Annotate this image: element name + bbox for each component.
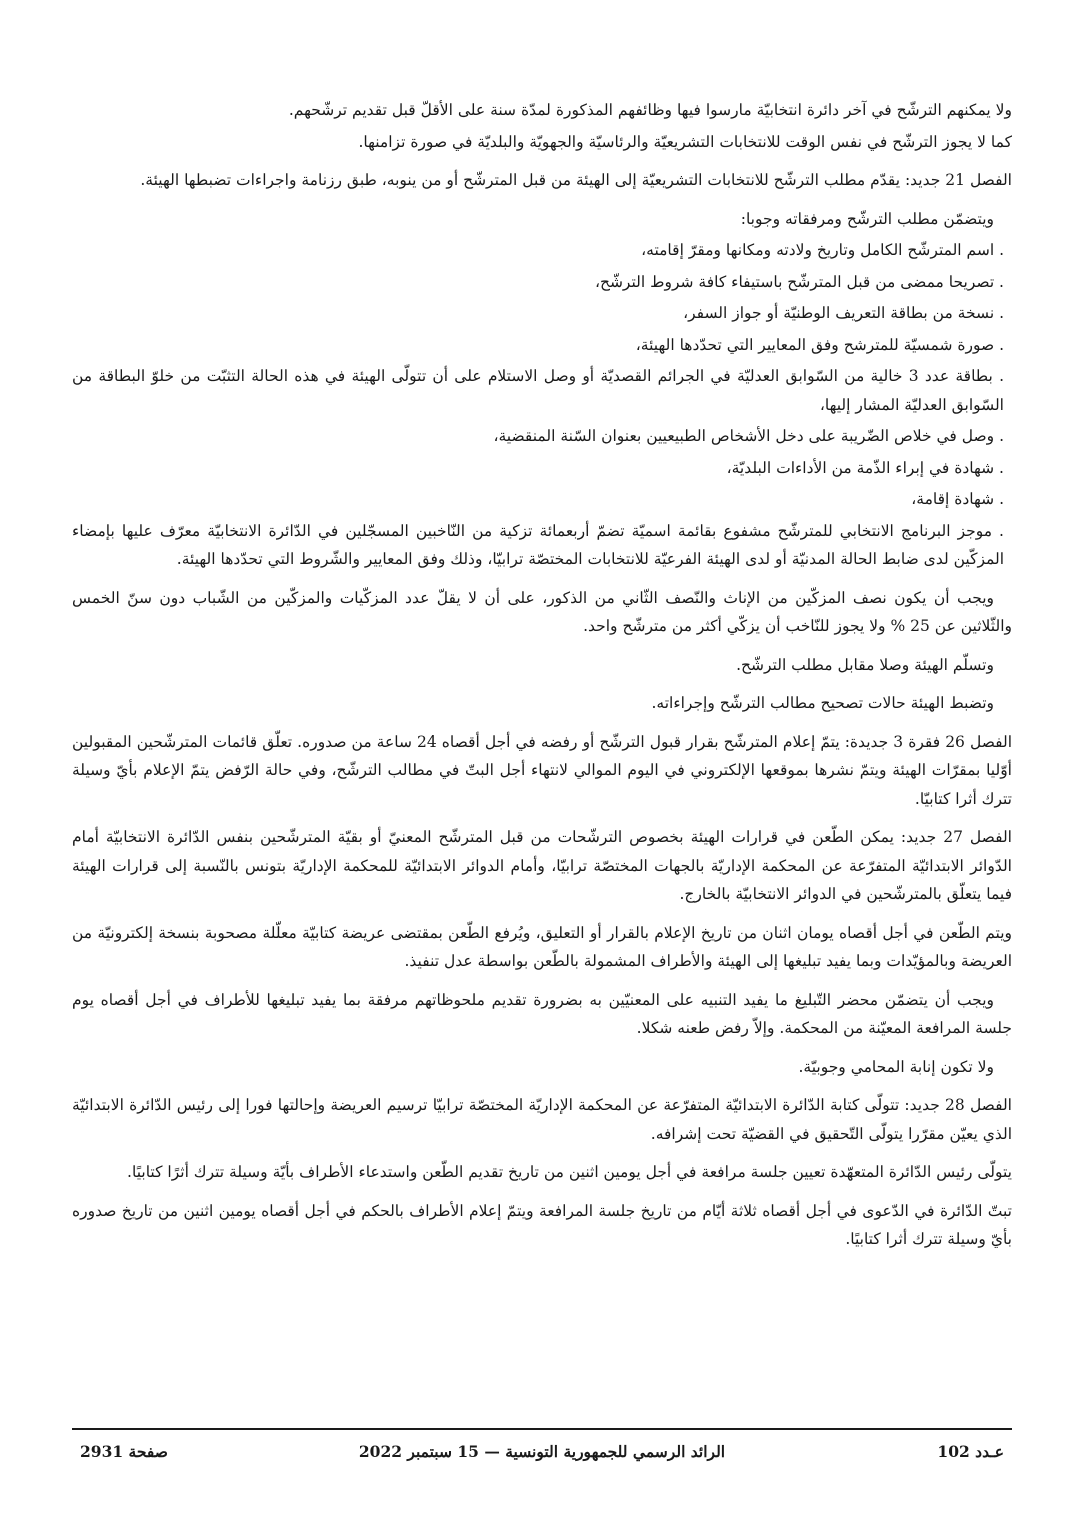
list-item: . نسخة من بطاقة التعريف الوطنيّة أو جواز السفر، — [683, 304, 1004, 322]
list-item: . بطاقة عدد 3 خالية من السّوابق العدليّة في الجرائم القصديّة أو وصل الاستلام على أن تتولّى الهيئة في هذه الحالة التثبّت من خلوّ البطاقة من السّوابق العدليّة المشار إليها، — [72, 367, 1004, 414]
paragraph: تبتّ الدّائرة في الدّعوى في أجل أقصاه ثلاثة أيّام من تاريخ جلسة المرافعة ويتمّ إعلام الأطراف بالحكم في أجل أقصاه يومين اثنين من تاريخ صدوره بأيّ وسيلة تترك أثرا كتابيًا. — [72, 1201, 1012, 1248]
list-item: . موجز البرنامج الانتخابي للمترشّح مشفوع بقائمة اسميّة تضمّ أربعمائة تزكية من النّاخبين المسجّلين في الدّائرة الانتخابيّة معرّف عليها بإمضاء المزكّين لدى ضابط الحالة المدنيّة أو لدى الهيئة الفرعيّة للانتخابات المختصّة ترابيّا، وذلك وفق المعايير والشّروط التي تحدّدها الهيئة. — [72, 521, 1004, 568]
paragraph: ولا يمكنهم الترشّح في آخر دائرة انتخابيّة مارسوا فيها وظائفهم المذكورة لمدّة سنة على الأقلّ قبل تقديم ترشّحهم. — [288, 101, 1012, 119]
page-number: صفحة 2931 — [80, 1442, 168, 1461]
paragraph: ويتضمّن مطلب الترشّح ومرفقاته وجوبا: — [740, 209, 994, 228]
list-item: . تصريحا ممضى من قبل المترشّح باستيفاء كافة شروط الترشّح، — [594, 272, 1004, 291]
list-item: . اسم المترشّح الكامل وتاريخ ولادته ومكانها ومقرّ إقامته، — [641, 241, 1004, 259]
paragraph: ويجب أن يكون نصف المزكّين من الإناث والنّصف الثّاني من الذكور، على أن لا يقلّ عدد المزكّيات والمزكّين من الشّباب دون سنّ الخمس والثّلاثين عن 25 % ولا يجوز للنّاخب أن يزكّي أكثر من مترشّح واحد. — [72, 588, 1012, 635]
document-body — [72, 96, 1012, 1264]
paragraph: ويجب أن يتضمّن محضر التّبليغ ما يفيد التنبيه على المعنيّين به بضرورة تقديم ملحوظاتهم مرفقة بما يفيد تبليغها للأطراف في أجل أقصاه يوم جلسة المرافعة المعيّنة من المحكمة. وإلاّ رفض طعنه شكلا. — [72, 990, 1012, 1037]
article-21-paragraph: الفصل 21 جديد: يقدّم مطلب الترشّح للانتخابات التشريعيّة إلى الهيئة من قبل المترشّح أو من ينوبه، طبق رزنامة واجراءات تضبطها الهيئة. — [140, 171, 1012, 189]
article-26-paragraph: الفصل 26 فقرة 3 جديدة: يتمّ إعلام المترشّح بقرار قبول الترشّح أو رفضه في أجل أقصاه 24 ساعة من صدوره. تعلّق قائمات المترشّحين المقبولين أوّليا بمقرّات الهيئة ويتمّ نشرها بموقعها الإلكتروني في اليوم الموالي لانتهاء أجل البتّ في مطالب الترشّح، وفي حالة الرّفض يتمّ الإعلام بأيّ وسيلة تترك أثرا كتابيّا. — [72, 732, 1013, 808]
paragraph: يتولّى رئيس الدّائرة المتعهّدة تعيين جلسة مرافعة في أجل يومين اثنين من تاريخ تقديم الطّعن واستدعاء الأطراف بأيّة وسيلة تترك أثرًا كتابيًا. — [127, 1163, 1012, 1181]
paragraph: كما لا يجوز الترشّح في نفس الوقت للانتخابات التشريعيّة والرئاسيّة والجهويّة والبلديّة في صورة تزامنها. — [358, 132, 1012, 151]
journal-title: الرائد الرسمي للجمهورية التونسية — 15 سبتمبر 2022 — [358, 1442, 726, 1461]
paragraph: وتضبط الهيئة حالات تصحيح مطالب الترشّح وإجراءاته. — [651, 694, 994, 712]
article-28-paragraph: الفصل 28 جديد: تتولّى كتابة الدّائرة الابتدائيّة المتفرّعة عن المحكمة الإداريّة المختصّة ترابيّا ترسيم العريضة وإحالتها فورا إلى رئيس الدّائرة الابتدائيّة الذي يعيّن مقرّرا يتولّى التّحقيق في القضيّة تحت إشرافه. — [72, 1096, 1012, 1143]
page-footer — [72, 1428, 1012, 1470]
requirements-list — [72, 236, 1012, 574]
paragraph: ولا تكون إنابة المحامي وجوبيّة. — [798, 1057, 994, 1076]
article-27-paragraph: الفصل 27 جديد: يمكن الطّعن في قرارات الهيئة بخصوص الترشّحات من قبل المترشّح المعنيّ أو بقيّة المترشّحين بنفس الدّائرة الانتخابيّة أمام الدّوائر الابتدائيّة المتفرّعة عن المحكمة الإداريّة بالجهات المختصّة ترابيّا، وأمام الدوائر الابتدائيّة للمحكمة الإداريّة بتونس بالنّسبة إلى قرارات الهيئة فيما يتعلّق بالمترشّحين في الدوائر الانتخابيّة بالخارج. — [72, 828, 1012, 903]
list-item: . وصل في خلاص الضّريبة على دخل الأشخاص الطبيعيين بعنوان السّنة المنقضية، — [493, 427, 1004, 445]
issue-number: عـدد 102 — [937, 1442, 1004, 1461]
paragraph: وتسلّم الهيئة وصلا مقابل مطلب الترشّح. — [736, 655, 994, 674]
paragraph: ويتم الطّعن في أجل أقصاه يومان اثنان من تاريخ الإعلام بالقرار أو التعليق، ويُرفع الطّعن بمقتضى عريضة كتابيّة معلّلة مصحوبة بنسخة إلكترونيّة من العريضة وبالمؤيّدات وبما يفيد تبليغها إلى الهيئة والأطراف المشمولة بالطّعن بواسطة عدل تنفيذ. — [72, 923, 1012, 970]
list-item: . صورة شمسيّة للمترشح وفق المعايير التي تحدّدها الهيئة، — [635, 335, 1004, 354]
list-item: . شهادة إقامة، — [911, 490, 1004, 508]
list-item: . شهادة في إبراء الذّمة من الأداءات البلديّة، — [726, 458, 1004, 477]
